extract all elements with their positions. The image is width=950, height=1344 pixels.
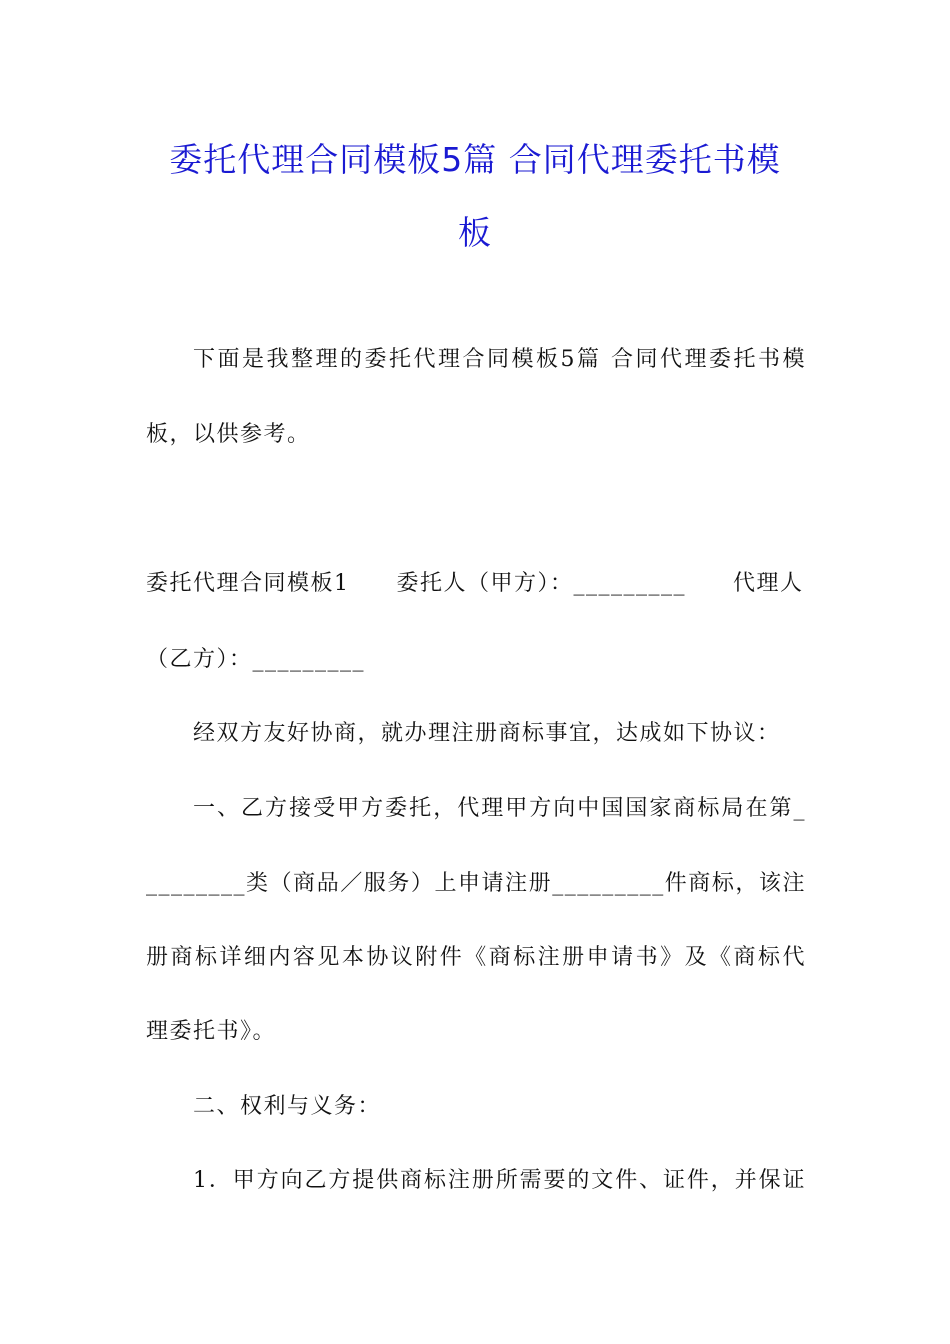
clause-2-item-1: 1．甲方向乙方提供商标注册所需要的文件、证件，并保证 xyxy=(193,1168,806,1193)
clause-1-line-2: ________类（商品／服务）上申请注册_________件商标，该注 xyxy=(146,871,806,896)
clause-1-line-4: 理委托书》。 xyxy=(146,1019,277,1044)
document-title-line-2: 板 xyxy=(458,213,492,252)
clause-1-line-3: 册商标详细内容见本协议附件《商标注册申请书》及《商标代 xyxy=(146,945,806,970)
contract-header-line-1: 委托代理合同模板1 委托人（甲方）：_________ 代理人 xyxy=(146,571,804,596)
clause-2-heading: 二、权利与义务： xyxy=(193,1094,382,1119)
intro-line-2: 板，以供参考。 xyxy=(146,422,311,447)
document-title-line-1: 委托代理合同模板5篇 合同代理委托书模 xyxy=(169,140,781,179)
intro-line-1: 下面是我整理的委托代理合同模板5篇 合同代理委托书模 xyxy=(193,347,806,372)
clause-1-line-1: 一、乙方接受甲方委托，代理甲方向中国国家商标局在第_ xyxy=(193,796,806,821)
negotiation-paragraph: 经双方友好协商，就办理注册商标事宜，达成如下协议： xyxy=(193,721,781,746)
contract-header-line-2: （乙方）：_________ xyxy=(146,647,366,672)
